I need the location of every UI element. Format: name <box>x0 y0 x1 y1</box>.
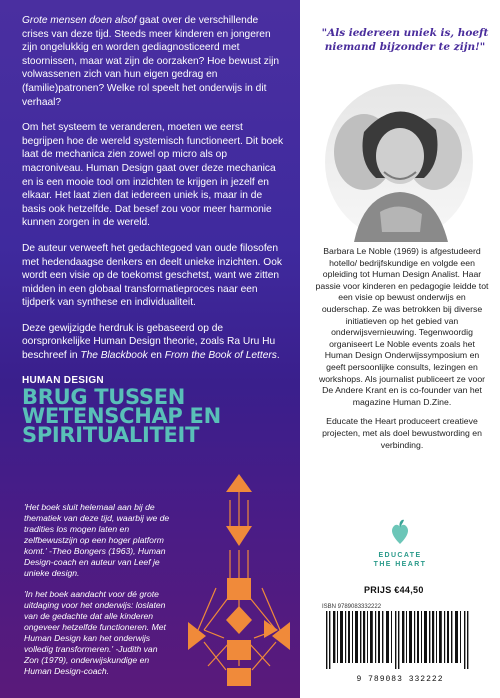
blurb-paragraph-2: Om het systeem te veranderen, moeten we eerst begrijpen hoe de wereld systemisch functioneert. Dit boek laat de mechanica zien zowel op micro als op macroniveau. Human Design gaat over deze mechanica en is een mooie tool om inzichten te krijgen in jezelf en elkaar. Het laat zien dat iedereen uniek is, maar in de basis ook hetzelfde. Dat besef zou voor meer harmonie kunnen zorgen in de wereld. <box>22 122 284 229</box>
author-bio <box>314 246 490 459</box>
motto-quote: "Als iedereen uniek is, hoeft niemand bijzonder te zijn!" <box>321 27 489 53</box>
book-title-inline: Grote mensen doen alsof <box>22 15 137 26</box>
blurb-paragraph-4 <box>22 322 284 363</box>
sacral-center-icon <box>227 640 251 660</box>
ajna-center-icon <box>226 526 252 546</box>
blurb-paragraph-1 <box>22 14 284 109</box>
isbn-digits: 9 789083 332222 <box>356 675 444 684</box>
subtitle-line-1: BRUG TUSSEN <box>22 384 186 409</box>
blurb-text: gaat over de verschillende crises van deze tijd. Steeds meer kinderen en jongeren zijn ongelukkig en worden gediagnosticeerd met stoornissen, maar wat zijn de oorzaken? Hoe bewust zijn volwassenen zich van hun eigen gedrag en (familie)patronen? Welke rol speelt het onderwijs in dit verhaal? <box>22 15 280 108</box>
author-panel <box>300 0 500 698</box>
g-center-icon <box>226 606 252 634</box>
author-bio-text: Barbara Le Noble (1969) is afgestudeerd hotello/ bedrijfskundige en volgde een opleiding tot Human Design Analist. Haar passie voor kinderen en pedagogie leidde tot een visie op bewust onderwijs en ouderschap. Ze was betrokken bij diverse initiatieven op het gebied van onderwijsvernieuwing. Tegenwoordig organiseert Le Noble events zoals het Human Design Onderwijssymposium en geeft persoonlijke consults, lezingen en workshops. Als journalist publiceert ze voor De Andere Krant en is co-founder van het magazine Human D.Zine. <box>315 246 489 407</box>
logo-text-line-2: THE HEART <box>373 561 427 568</box>
root-center-icon <box>227 668 251 686</box>
price-label: PRIJS €44,50 <box>364 585 424 595</box>
blurb-text: Deze gewijzigde herdruk is gebaseerd op de oorspronkelijke Human Design theorie, zoals Ra Uru Hu beschreef in <box>22 322 276 362</box>
solar-plexus-center-icon <box>272 622 290 650</box>
subtitle-line-3: SPIRITUALITEIT <box>22 422 200 447</box>
spleen-center-icon <box>188 622 206 650</box>
blurb-paragraph-3: De auteur verweeft het gedachtegoed van oude filosofen met hedendaagse denkers en deelt unieke inzichten. Ook wordt een visie op de toekomst geschetst, want we zitten midden in een globaal transformatieproces naar een tijdperk van synthese en individualiteit. <box>22 242 282 309</box>
endorsement-quotes <box>24 502 170 687</box>
book-reference: The Blackbook <box>80 350 148 362</box>
publisher-text: Educate the Heart produceert creatieve projecten, met als doel bewustwording en verbinding. <box>322 416 482 450</box>
series-label: HUMAN DESIGN <box>22 374 104 386</box>
endorsement-quote-2: 'In het boek aandacht voor dé grote uitdaging voor het onderwijs: loslaten van de gedachte dat alle kinderen ongeveer hetzelfde functioneren. Met Human Design kan het onderwijs volledig transformeren.' -Judith van Zon (1979), onderwijskundige en Human Design-coach. <box>24 589 166 676</box>
barcode-icon <box>322 611 478 669</box>
bodygraph-icon <box>180 470 298 692</box>
blurb-text: en <box>147 350 165 362</box>
barcode-block <box>322 604 478 684</box>
publisher-logo <box>360 518 440 569</box>
heart-leaf-icon <box>388 518 412 546</box>
logo-text-line-1: EDUCATE <box>378 552 422 559</box>
head-center-icon <box>226 474 252 492</box>
subtitle-line-2: WETENSCHAP EN <box>22 403 221 428</box>
endorsement-quote-1: 'Het boek sluit helemaal aan bij de thematiek van deze tijd, waarbij we de tradities los mogen laten en zelfbewustzijn op een hoger platform komt.' -Theo Bongers (1963), Human Design-coach en auteur van Leef je unieke design. <box>24 502 170 578</box>
throat-center-icon <box>227 578 251 600</box>
book-reference: From the Book of Letters <box>164 350 277 362</box>
isbn-label: ISBN 9789083332222 <box>322 604 382 610</box>
author-photo <box>324 82 474 242</box>
blurb-text: . <box>276 350 280 362</box>
subtitle-heading <box>22 384 284 447</box>
